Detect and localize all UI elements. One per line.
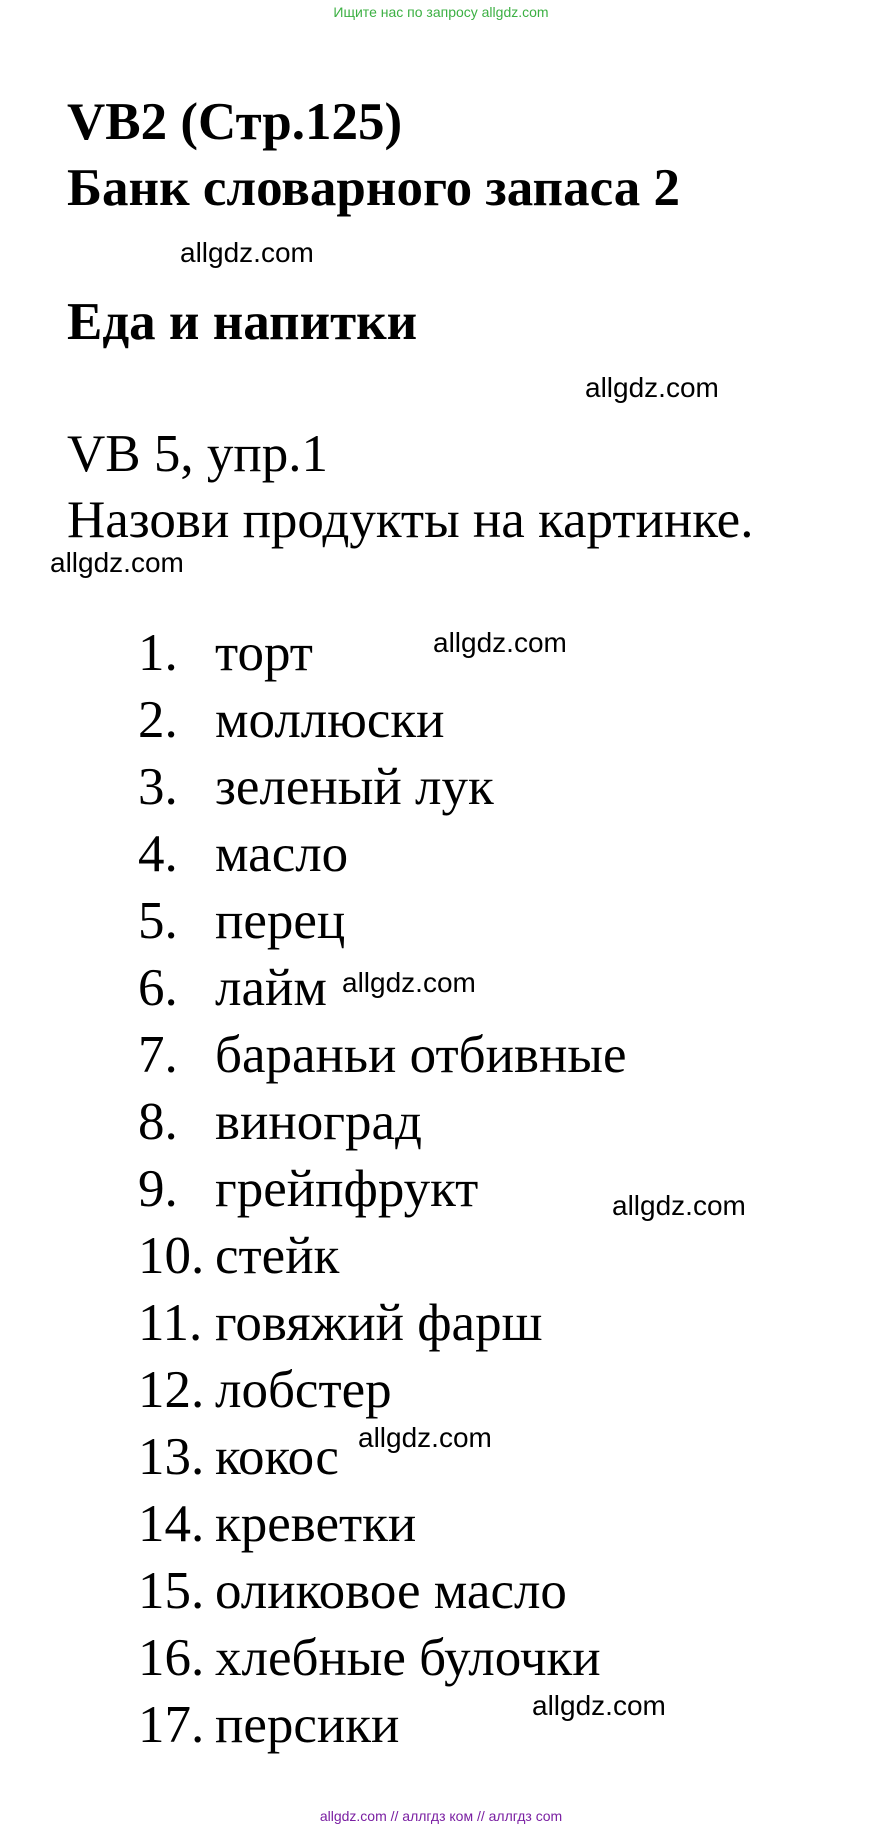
watermark: allgdz.com — [532, 1690, 666, 1721]
answer-text: моллюски — [215, 691, 445, 749]
answer-list — [138, 620, 626, 1759]
answer-text: бараньи отбивные — [215, 1026, 627, 1084]
exercise-instruction: Назови продукты на картинке. — [67, 491, 754, 549]
top-banner[interactable]: Ищите нас по запросу allgdz.com — [333, 4, 549, 20]
answer-text: хлебные булочки — [215, 1629, 601, 1687]
answer-number: 13. — [138, 1428, 205, 1486]
answer-number: 12. — [138, 1361, 205, 1419]
answer-text: оликовое масло — [215, 1562, 567, 1620]
answer-number: 10. — [138, 1227, 205, 1285]
answer-text: зеленый лук — [215, 758, 494, 816]
page-title: VB2 (Стр.125) — [67, 93, 403, 151]
answer-number: 2. — [138, 691, 178, 749]
answer-number: 15. — [138, 1562, 205, 1620]
answer-number: 5. — [138, 892, 178, 950]
answer-number: 14. — [138, 1495, 205, 1553]
answer-number: 4. — [138, 825, 178, 883]
answer-item — [138, 821, 626, 888]
answer-item — [138, 754, 626, 821]
answer-item — [138, 1357, 626, 1424]
watermark: allgdz.com — [180, 237, 314, 268]
answer-number: 17. — [138, 1696, 205, 1754]
answer-item — [138, 1558, 626, 1625]
answer-text: креветки — [215, 1495, 417, 1553]
answer-number: 6. — [138, 959, 178, 1017]
answer-text: торт — [215, 624, 313, 682]
answer-text: персики — [215, 1696, 400, 1754]
answer-text: перец — [215, 892, 346, 950]
answer-number: 7. — [138, 1026, 178, 1084]
watermark: allgdz.com — [612, 1190, 746, 1221]
watermark: allgdz.com — [433, 627, 567, 658]
answer-item — [138, 888, 626, 955]
answer-item — [138, 687, 626, 754]
answer-item — [138, 1022, 626, 1089]
answer-number: 9. — [138, 1160, 178, 1218]
answer-text: стейк — [215, 1227, 340, 1285]
answer-item — [138, 1223, 626, 1290]
answer-text: масло — [215, 825, 349, 883]
answer-text: говяжий фарш — [215, 1294, 543, 1352]
watermark: allgdz.com — [585, 372, 719, 403]
answer-item — [138, 1156, 626, 1223]
answer-item — [138, 1290, 626, 1357]
answer-text: лайм — [215, 959, 327, 1017]
answer-text: кокос — [215, 1428, 339, 1486]
footer-links[interactable]: allgdz.com // аллгдз ком // аллгдз com — [319, 1808, 563, 1824]
answer-item — [138, 1491, 626, 1558]
answer-number: 1. — [138, 624, 178, 682]
section-title: Еда и напитки — [67, 293, 418, 351]
answer-number: 11. — [138, 1294, 203, 1352]
watermark: allgdz.com — [342, 967, 476, 998]
exercise-reference: VB 5, упр.1 — [67, 425, 328, 483]
answer-text: грейпфрукт — [215, 1160, 479, 1218]
answer-number: 16. — [138, 1629, 205, 1687]
answer-item — [138, 1625, 626, 1692]
watermark: allgdz.com — [358, 1422, 492, 1453]
watermark: allgdz.com — [50, 547, 184, 578]
page-subtitle: Банк словарного запаса 2 — [67, 159, 680, 217]
answer-number: 8. — [138, 1093, 178, 1151]
answer-text: виноград — [215, 1093, 422, 1151]
answer-item — [138, 1089, 626, 1156]
answer-number: 3. — [138, 758, 178, 816]
answer-text: лобстер — [215, 1361, 392, 1419]
